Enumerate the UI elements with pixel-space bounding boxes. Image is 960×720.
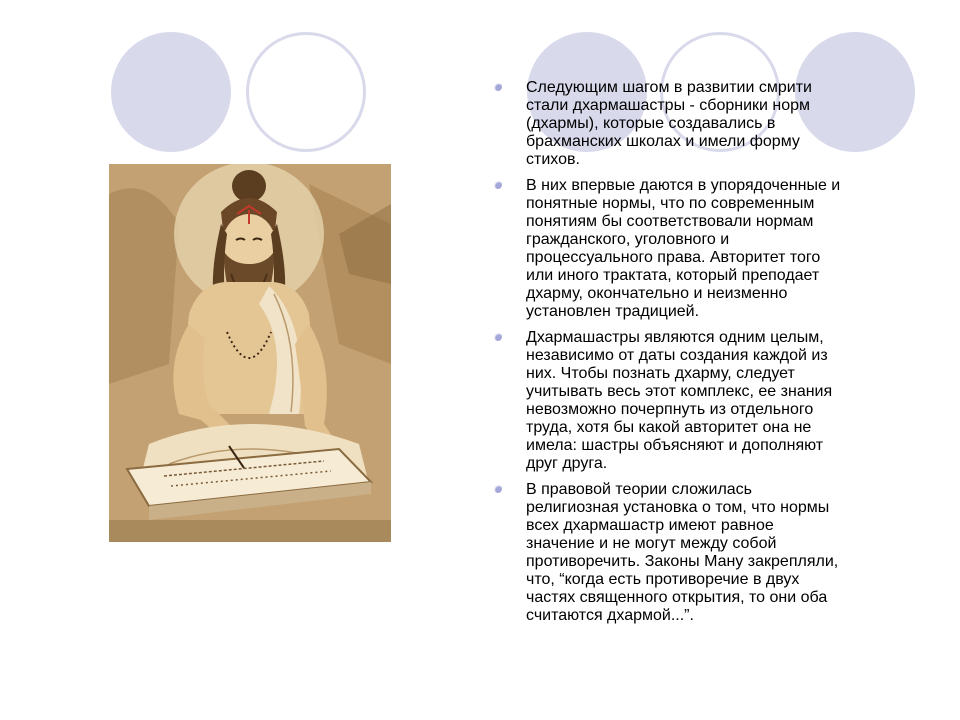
sage-illustration bbox=[109, 164, 391, 542]
bullet-item bbox=[494, 481, 904, 625]
bullet-text: В правовой теории сложилась религиозная установка о том, что нормы всех дхармашастр имеют равное значение и не могут между собой противоречить. Законы Ману закрепляли, что, “когда есть противоречие в двух частях священного открытия, то они оба считаются дхармой...”. bbox=[526, 481, 839, 624]
decor-circle-2 bbox=[246, 32, 366, 152]
bullet-dot-icon bbox=[494, 181, 502, 189]
bullet-dot-icon bbox=[494, 485, 502, 493]
bullet-text: Дхармашастры являются одним целым, независимо от даты создания каждой из них. Чтобы познать дхарму, следует учитывать весь этот комплекс, ее знания невозможно почерпнуть из отдельного труда, хотя бы какой авторитет она не имела: шастры объясняют и дополняют друг друга. bbox=[526, 329, 833, 472]
decor-circle-1 bbox=[111, 32, 231, 152]
bullet-item bbox=[494, 329, 904, 473]
bullet-text: Следующим шагом в развитии смрити стали дхармашастры - сборники норм (дхармы), которые создавались в брахманских школах и имели форму стихов. bbox=[526, 79, 812, 168]
bullet-list bbox=[494, 79, 904, 633]
bullet-item bbox=[494, 177, 904, 321]
bullet-dot-icon bbox=[494, 333, 502, 341]
bullet-text: В них впервые даются в упорядоченные и понятные нормы, что по современным понятиям бы соответствовали нормам гражданского, уголовного и процессуального права. Авторитет того или иного трактата, который преподает дхарму, окончательно и неизменно установлен традицией. bbox=[526, 177, 841, 320]
bullet-dot-icon bbox=[494, 83, 502, 91]
bullet-item bbox=[494, 79, 904, 169]
